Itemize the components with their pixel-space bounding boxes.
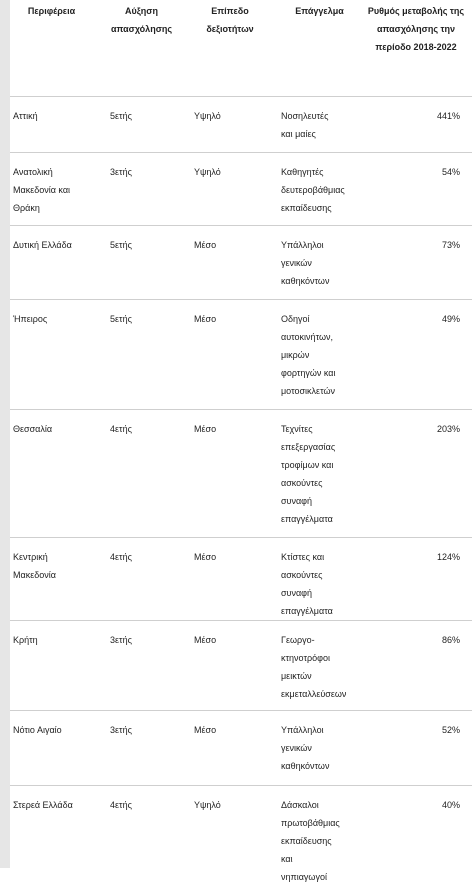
table-header-row bbox=[10, 0, 472, 97]
table-row bbox=[10, 621, 472, 711]
cell-skills: Μέσο bbox=[182, 538, 266, 621]
table-row bbox=[10, 410, 472, 538]
cell-rate: 52% bbox=[359, 711, 472, 786]
cell-rate: 124% bbox=[359, 538, 472, 621]
header-skills: Επίπεδο δεξιοτήτων bbox=[182, 0, 266, 97]
cell-occupation: Υπάλληλοι γενικών καθηκόντων bbox=[266, 226, 359, 300]
cell-rate: 40% bbox=[359, 786, 472, 886]
cell-region: Δυτική Ελλάδα bbox=[10, 226, 90, 300]
employment-table bbox=[10, 0, 472, 886]
cell-rate: 203% bbox=[359, 410, 472, 538]
cell-growth: 4ετής bbox=[90, 410, 182, 538]
cell-growth: 5ετής bbox=[90, 97, 182, 153]
cell-growth: 4ετής bbox=[90, 786, 182, 886]
cell-skills: Μέσο bbox=[182, 621, 266, 711]
table-row bbox=[10, 538, 472, 621]
cell-skills: Μέσο bbox=[182, 410, 266, 538]
cell-rate: 54% bbox=[359, 153, 472, 226]
cell-skills: Υψηλό bbox=[182, 97, 266, 153]
cell-rate: 441% bbox=[359, 97, 472, 153]
cell-growth: 3ετής bbox=[90, 621, 182, 711]
cell-skills: Υψηλό bbox=[182, 786, 266, 886]
table-row bbox=[10, 786, 472, 886]
table-row bbox=[10, 153, 472, 226]
table-row bbox=[10, 97, 472, 153]
cell-skills: Μέσο bbox=[182, 226, 266, 300]
cell-skills: Μέσο bbox=[182, 711, 266, 786]
cell-growth: 5ετής bbox=[90, 226, 182, 300]
cell-rate: 73% bbox=[359, 226, 472, 300]
cell-region: Αττική bbox=[10, 97, 90, 153]
cell-occupation: Τεχνίτες επεξεργασίας τροφίμων και ασκούντες συναφή επαγγέλματα bbox=[266, 410, 359, 538]
left-margin-strip bbox=[0, 0, 10, 868]
cell-region: Θεσσαλία bbox=[10, 410, 90, 538]
table-row bbox=[10, 300, 472, 410]
cell-occupation: Οδηγοί αυτοκινήτων, μικρών φορτηγών και μοτοσικλετών bbox=[266, 300, 359, 410]
header-occupation: Επάγγελμα bbox=[266, 0, 359, 97]
cell-occupation: Δάσκαλοι πρωτοβάθμιας εκπαίδευσης και νηπιαγωγοί bbox=[266, 786, 359, 886]
cell-region: Ανατολική Μακεδονία και Θράκη bbox=[10, 153, 90, 226]
cell-region: Στερεά Ελλάδα bbox=[10, 786, 90, 886]
header-rate: Ρυθμός μεταβολής της απασχόλησης την περίοδο 2018-2022 bbox=[359, 0, 472, 97]
cell-occupation: Νοσηλευτές και μαίες bbox=[266, 97, 359, 153]
cell-growth: 4ετής bbox=[90, 538, 182, 621]
cell-occupation: Κτίστες και ασκούντες συναφή επαγγέλματα bbox=[266, 538, 359, 621]
cell-skills: Υψηλό bbox=[182, 153, 266, 226]
cell-growth: 5ετής bbox=[90, 300, 182, 410]
cell-occupation: Υπάλληλοι γενικών καθηκόντων bbox=[266, 711, 359, 786]
table-row bbox=[10, 226, 472, 300]
cell-region: Κρήτη bbox=[10, 621, 90, 711]
cell-growth: 3ετής bbox=[90, 153, 182, 226]
cell-occupation: Γεωργο-κτηνοτρόφοι μεικτών εκμεταλλεύσεων bbox=[266, 621, 359, 711]
cell-region: Νότιο Αιγαίο bbox=[10, 711, 90, 786]
cell-region: Ήπειρος bbox=[10, 300, 90, 410]
cell-rate: 86% bbox=[359, 621, 472, 711]
cell-region: Κεντρική Μακεδονία bbox=[10, 538, 90, 621]
header-region: Περιφέρεια bbox=[10, 0, 90, 97]
cell-growth: 3ετής bbox=[90, 711, 182, 786]
table-row bbox=[10, 711, 472, 786]
cell-skills: Μέσο bbox=[182, 300, 266, 410]
header-growth: Αύξηση απασχόλησης bbox=[90, 0, 182, 97]
cell-rate: 49% bbox=[359, 300, 472, 410]
cell-occupation: Καθηγητές δευτεροβάθμιας εκπαίδευσης bbox=[266, 153, 359, 226]
